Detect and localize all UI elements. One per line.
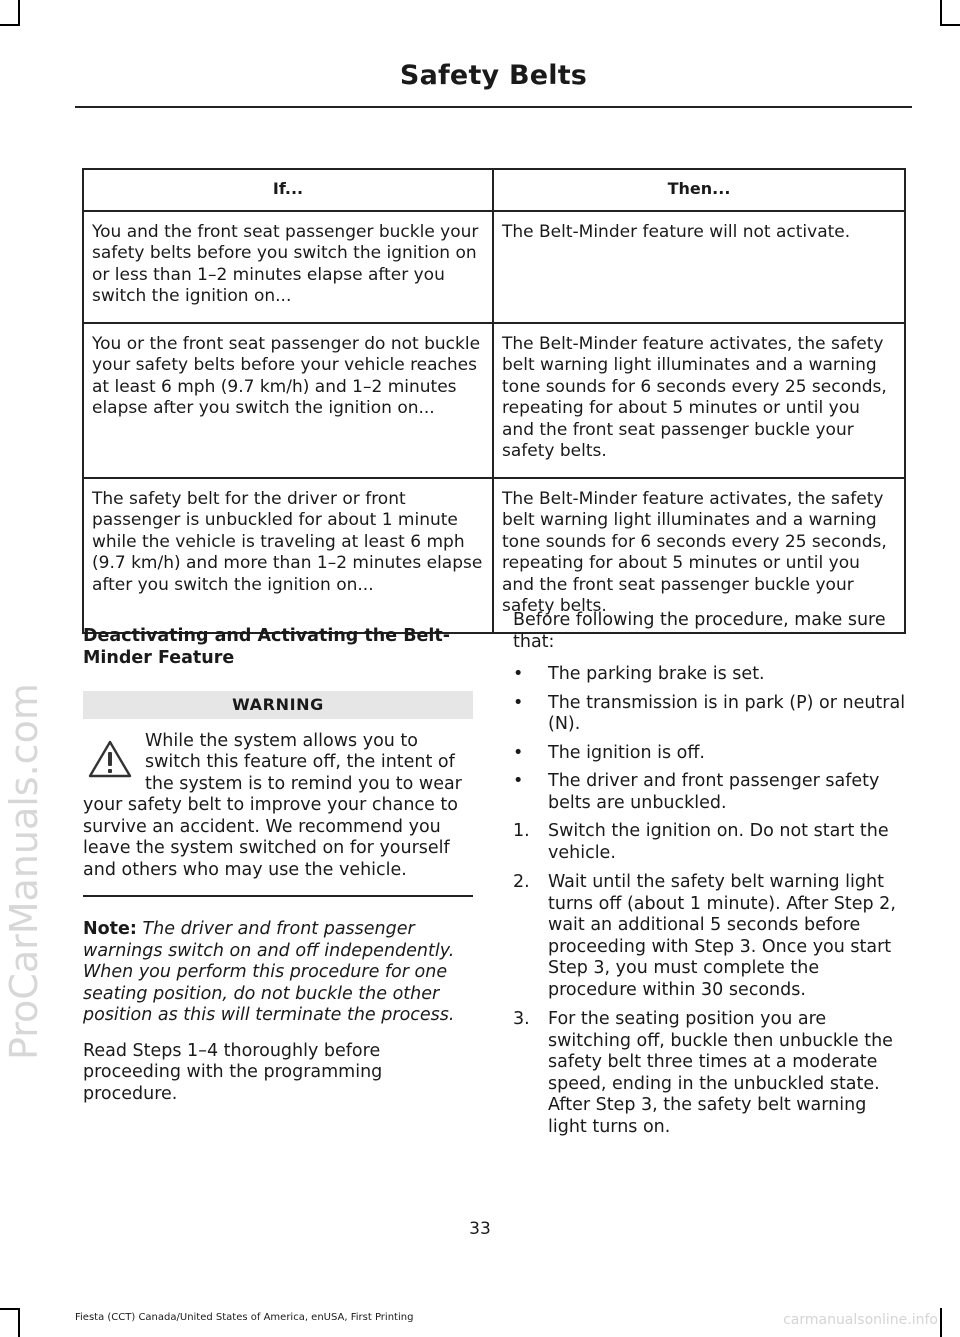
step-text: Switch the ignition on. Do not start the vehicle. xyxy=(548,821,889,863)
list-item xyxy=(513,664,906,686)
table-cell-if: The safety belt for the driver or front passenger is unbuckled for about 1 minute while the vehicle is traveling at least 6 mph (9.7 km/h) and more than 1–2 minutes elapse after you switch the ignition on... xyxy=(83,478,493,633)
step-number: 1. xyxy=(513,821,530,841)
list-item-text: The transmission is in park (P) or neutral (N). xyxy=(548,692,906,734)
note-paragraph xyxy=(83,919,473,1027)
title-rule xyxy=(75,106,912,108)
page-title: Safety Belts xyxy=(399,60,588,91)
step-number: 3. xyxy=(513,1009,530,1029)
table-row xyxy=(83,211,905,323)
crop-mark xyxy=(940,0,942,26)
table-cell-then: The Belt-Minder feature will not activate. xyxy=(493,211,905,323)
left-column xyxy=(83,626,473,1105)
section-heading: Deactivating and Activating the Belt-Minder Feature xyxy=(83,626,451,668)
table-cell-then: The Belt-Minder feature activates, the safety belt warning light illuminates and a warning tone sounds for 6 seconds every 25 seconds, repeating for about 5 minutes or until you and the front seat passenger buckle your safety belts. xyxy=(493,478,905,633)
page-number: 33 xyxy=(469,1219,491,1239)
step-text: Wait until the safety belt warning light turns off (about 1 minute). After Step 2, wait an additional 5 seconds before proceeding with Step 3. Once you start Step 3, you must complete the procedure within 30 seconds. xyxy=(548,872,896,1000)
bullet-mark: • xyxy=(513,692,524,713)
procedure-intro: Before following the procedure, make sure that: xyxy=(513,610,886,652)
side-watermark: ProCarManuals.com xyxy=(2,683,46,1060)
footer-edition: Fiesta (CCT) Canada/United States of America, enUSA, First Printing xyxy=(75,1312,414,1323)
list-item-text: The driver and front passenger safety belts are unbuckled. xyxy=(548,771,880,813)
crop-mark xyxy=(18,0,20,26)
warning-triangle-icon xyxy=(87,739,133,779)
warning-text: While the system allows you to switch this feature off, the intent of the system is to remind you to wear your safety belt to improve your chance to survive an accident. We recommend you leave the system switched on for yourself and others who may use the vehicle. xyxy=(83,730,462,880)
step-item xyxy=(513,872,906,1001)
step-number: 2. xyxy=(513,872,530,892)
warning-label: WARNING xyxy=(83,691,473,719)
bullet-mark: • xyxy=(513,664,524,684)
read-steps-paragraph: Read Steps 1–4 thoroughly before proceeding with the programming procedure. xyxy=(83,1040,383,1104)
note-label: Note: xyxy=(83,919,137,939)
procedure-steps xyxy=(513,821,906,1138)
crop-mark xyxy=(18,1308,20,1337)
list-item xyxy=(513,771,906,814)
footer-watermark: carmanualsonline.info xyxy=(783,1312,938,1328)
table-header-then: Then... xyxy=(493,169,905,211)
list-item-text: The parking brake is set. xyxy=(548,664,765,684)
warning-box xyxy=(83,719,473,898)
table-row xyxy=(83,323,905,478)
list-item-text: The ignition is off. xyxy=(548,742,705,763)
table-cell-then: The Belt-Minder feature activates, the safety belt warning light illuminates and a warning tone sounds for 6 seconds every 25 seconds, repeating for about 5 minutes or until you and the front seat passenger buckle your safety belts. xyxy=(493,323,905,478)
list-item xyxy=(513,693,906,736)
step-item xyxy=(513,1009,906,1138)
step-text: For the seating position you are switching off, buckle then unbuckle the safety belt three times at a moderate speed, ending in the unbuckled state. After Step 3, the safety belt warning light turns on. xyxy=(548,1009,893,1137)
crop-mark xyxy=(0,1308,20,1310)
bullet-mark: • xyxy=(513,742,524,763)
step-item xyxy=(513,821,906,864)
bullet-mark: • xyxy=(513,771,524,791)
precondition-list xyxy=(513,664,906,814)
crop-mark xyxy=(940,1308,942,1337)
list-item xyxy=(513,743,906,765)
table-header-row xyxy=(83,169,905,211)
crop-mark xyxy=(940,24,960,26)
crop-mark xyxy=(0,24,20,26)
right-column xyxy=(513,610,906,1146)
table-cell-if: You or the front seat passenger do not buckle your safety belts before your vehicle reaches at least 6 mph (9.7 km/h) and 1–2 minutes elapse after you switch the ignition on... xyxy=(83,323,493,478)
belt-minder-table xyxy=(82,168,906,634)
note-text: The driver and front passenger warnings switch on and off independently. When you perform this procedure for one seating position, do not buckle the other position as this will terminate the process. xyxy=(83,919,455,1025)
table-header-if: If... xyxy=(83,169,493,211)
table-cell-if: You and the front seat passenger buckle your safety belts before you switch the ignition on or less than 1–2 minutes elapse after you switch the ignition on... xyxy=(83,211,493,323)
